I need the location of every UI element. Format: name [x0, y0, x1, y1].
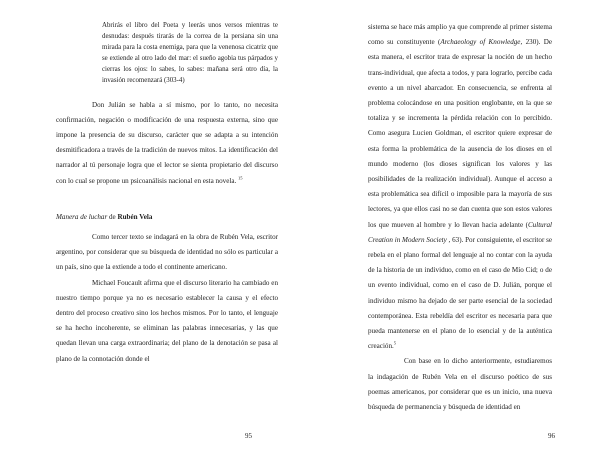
- heading-author: Rubén Vela: [117, 212, 153, 221]
- paragraph-text-a: sistema se hace más amplio ya que comprende al primer sistema como su constituyente (: [368, 23, 552, 47]
- citation-title-2: Cultural Creation in Modern Society: [368, 220, 552, 244]
- left-text-column: [56, 20, 278, 367]
- paragraph-sistema: [368, 20, 552, 354]
- paragraph-foucault: Michael Foucault afirma que el discurso literario ha cambiado en nuestro tiempo porque ya no es necesario establecer la causa y el efecto dentro del proceso creativo sino los hechos mismos. Por lo tanto, el lenguaje se ha hecho incoherente, se eliminan las palabras innecesarias, y las que quedan llevan una carga extraordinaria; del plano de la denotación se pasa al plano de la connotación donde el: [56, 278, 278, 363]
- section-heading: [56, 210, 278, 225]
- paragraph-text-b: , 230). De esta manera, el escritor trata de expresar la noción de un hecho trans-individual, que afecta a todos, y para lograrlo, percibe cada evento a un nivel abarcador. En consecuencia, se enfrenta al problema colocándose en una position englobante, en la que se totaliza y se incrementa la pérdida relación con lo percibido. Como asegura Lucien Goldman, el escritor quiere expresar de esta forma la problemática de la ausencia de los dioses en el mundo moderno (los dioses significan los valores y las posibilidades de la realización individual). Aunque el acceso a esta problemática sea difícil o imposible para la mayoría de sus lectores, ya que ellos casi no se dan cuenta que son estos valores los que mueven al hombre y lo llevan hacia adelante (: [368, 38, 553, 229]
- right-text-column: [368, 20, 552, 415]
- paragraph-don-julian: [56, 98, 278, 189]
- block-quote: Abrirás el libro del Poeta y leerás unos versos mientras te desnudas: después tirarás de la correa de la persiana sin una mirada para la costa enemiga, para que la venenosa cicatriz que se extiende al otro lado del mar: el sueño agobia tus párpados y cierras los ojos: lo sabes, lo sabes: mañana será otro día, la invasión recomenzará (303-4): [102, 22, 278, 85]
- paragraph-text: Don Julián se habla a sí mismo, por lo tanto, no necesita confirmación, negación o modificación de una respuesta externa, sino que impone la presencia de su discurso, carácter que se adapta a su intención desmitificadora a través de la tradición de nuevos mitos. La identificación del narrador al tú personaje logra que el lector se sienta propietario del discurso con lo cual se propone un psicoanálisis nacional en esta novela.: [56, 100, 278, 185]
- paragraph-ruben-vela: Como tercer texto se indagará en la obra de Rubén Vela, escritor argentino, por considerar que su búsqueda de identidad no sólo es particular a un país, sino que la extiende a todo el continente americano.: [56, 232, 278, 272]
- paragraph-con-base: Con base en lo dicho anteriormente, estudiaremos la indagación de Rubén Vela en el discurso poético de sus poemas americanos, por considerar que es un inicio, una nueva búsqueda de permanencia y búsqueda de identidad en: [368, 357, 552, 412]
- footnote-mark: 15: [238, 175, 243, 181]
- right-page: [300, 0, 600, 473]
- heading-title: Manera de luchar: [56, 212, 108, 221]
- page-number: 95: [245, 432, 252, 440]
- paragraph-text-c: , 63). Por consiguiente, el escritor se rebela en el plano formal del lenguaje al no contar con la ayuda de la historia de un individuo, como en el caso de Mío Cid; o de un evento individual, como en el caso de D. Julián, porque el individuo mismo ha dejado de ser parte esencial de la sociedad contemporánea. Esta rebeldía del escritor es necesaria para que pueda mantenerse en el plano de lo esencial y de la auténtica creación.: [368, 235, 552, 351]
- citation-title: Archaeology of Knowledge: [440, 38, 521, 47]
- page-number: 96: [548, 432, 555, 440]
- footnote-mark: 5: [393, 340, 397, 346]
- heading-connector: de: [107, 212, 118, 221]
